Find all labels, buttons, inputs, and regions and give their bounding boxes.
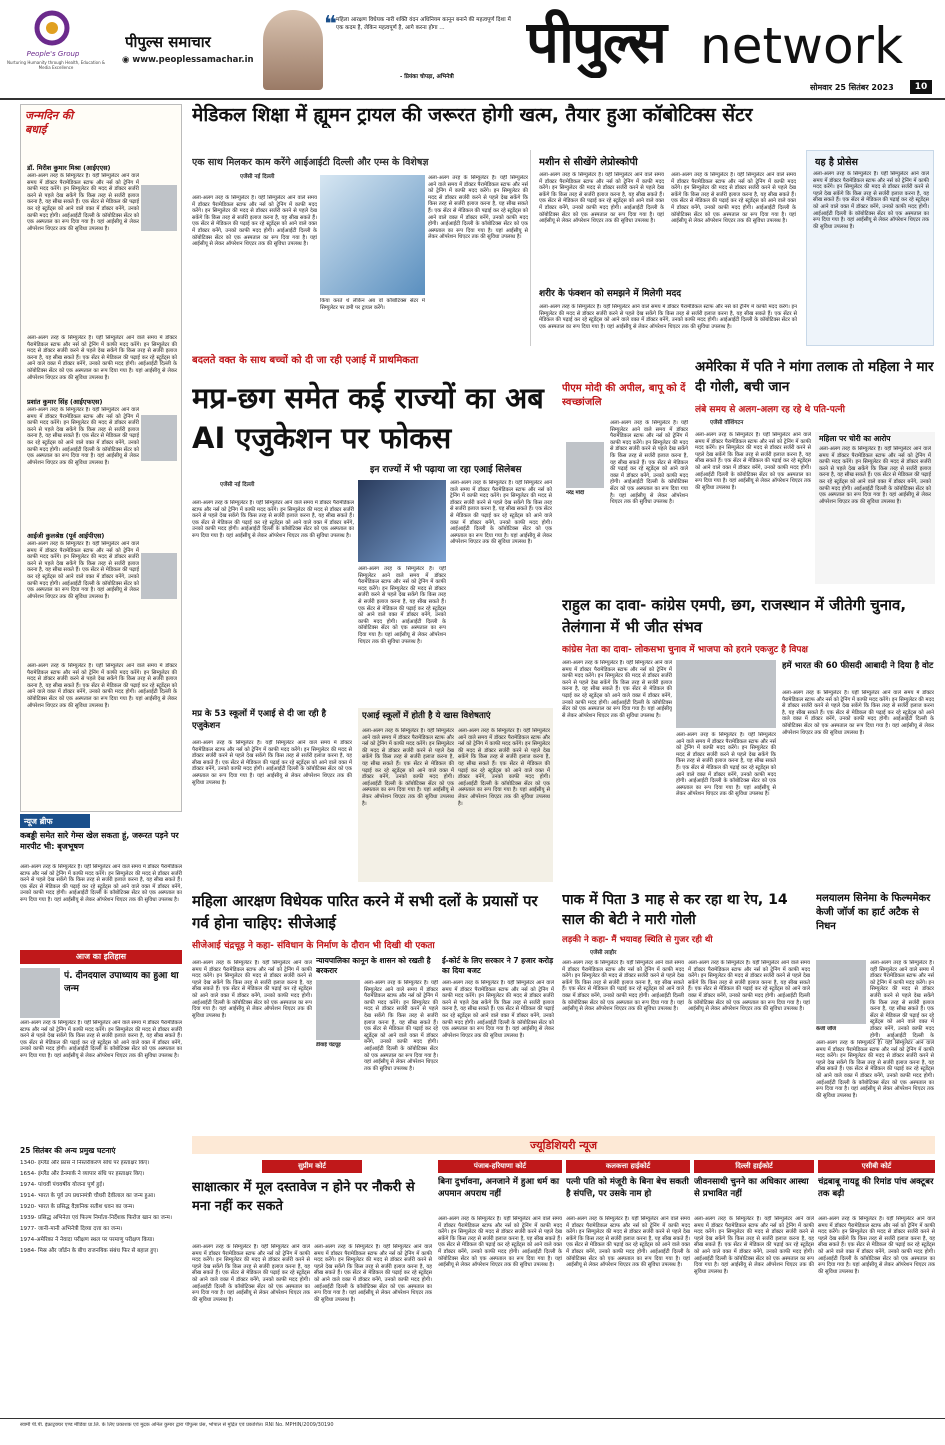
process-text: अला-अलग तरह के सिम्युलेटर हैं। यहीं सिम्युलेटर आने वाले समय में डॉक्टर पैरामेडिकल स्टाफ और नर्स को ट्रेनिंग में काफी मदद करेंगे। इन सिम्युलेटर की मदद से डॉक्टर सर्जरी करने से पहले देख सकेंगे कि किस तरह से सर्जरी इलाज करना है, यह सीख सकते हैं। एक सेंटर से मेडिकल की पढ़ाई कर रहे स्टूडेंट्स को आने वाले वक्त में डॉक्टर बनेंगे, उनको काफी मदद होगी। आईआईटी दिल्ली के कॉबोटिक्स सेंटर को एक अस्पताल का रूप दिया गया है। यहां आईसीयू से लेकर ऑपरेशन थिएटर तक की सुविधा उपलब्ध है। xyxy=(813,171,929,230)
group-tagline: Nurturing Humanity through Health, Education & Media Excellence xyxy=(6,60,106,70)
rahul-side-title: हमें भारत की 60 फीसदी आबादी ने दिया है वोट xyxy=(782,661,934,671)
history-title: पं. दीनदयाल उपाध्याय का हुआ था जन्म xyxy=(64,971,179,994)
ai-photo xyxy=(358,480,446,562)
actress-photo xyxy=(263,10,323,90)
cji-text-1: अला-अलग तरह के सिम्युलेटर हैं। यहीं सिम्युलेटर आने वाले समय में डॉक्टर पैरामेडिकल स्टाफ और नर्स को ट्रेनिंग में काफी मदद करेंगे। इन सिम्युलेटर की मदद से डॉक्टर सर्जरी करने से पहले देख सकेंगे कि किस तरह से सर्जरी इलाज करना है, यह सीख सकते हैं। एक सेंटर से मेडिकल की पढ़ाई कर रहे स्टूडेंट्स को आने वाले वक्त में डॉक्टर बनेंगे, उनको काफी मदद होगी। आईआईटी दिल्ली के कॉबोटिक्स सेंटर को एक अस्पताल का रूप दिया गया है। यहां आईसीयू से लेकर ऑपरेशन थिएटर तक की सुविधा उपलब्ध है। xyxy=(192,960,312,1019)
cji-caption: डीवाई चंद्रचूड़ xyxy=(316,1042,341,1048)
ai-text-3: अला-अलग तरह के सिम्युलेटर हैं। यहीं सिम्युलेटर आने वाले समय में डॉक्टर पैरामेडिकल स्टाफ और नर्स को ट्रेनिंग में काफी मदद करेंगे। इन सिम्युलेटर की मदद से डॉक्टर सर्जरी करने से पहले देख सकेंगे कि किस तरह से सर्जरी इलाज करना है, यह सीख सकते हैं। एक सेंटर से मेडिकल की पढ़ाई कर रहे स्टूडेंट्स को आने वाले वक्त में डॉक्टर बनेंगे, उनको काफी मदद होगी। आईआईटी दिल्ली के कॉबोटिक्स सेंटर को एक अस्पताल का रूप दिया गया है। यहां आईसीयू से लेकर ऑपरेशन थिएटर तक की सुविधा उपलब्ध है। xyxy=(450,480,552,546)
malayalam-text: अला-अलग तरह के सिम्युलेटर हैं। यहीं सिम्युलेटर आने वाले समय में डॉक्टर पैरामेडिकल स्टाफ और नर्स को ट्रेनिंग में काफी मदद करेंगे। इन सिम्युलेटर की मदद से डॉक्टर सर्जरी करने से पहले देख सकेंगे कि किस तरह से सर्जरी इलाज करना है, यह सीख सकते हैं। एक सेंटर से मेडिकल की पढ़ाई कर रहे स्टूडेंट्स को आने वाले वक्त में डॉक्टर बनेंगे, उनको काफी मदद होगी। आईआईटी दिल्ली के xyxy=(870,960,934,1039)
birthday-text-3b: अला-अलग तरह के सिम्युलेटर हैं। यहीं सिम्युलेटर आने वाले समय में डॉक्टर पैरामेडिकल स्टाफ और नर्स को ट्रेनिंग में काफी मदद करेंगे। इन सिम्युलेटर की मदद से डॉक्टर सर्जरी करने से पहले देख सकेंगे कि किस तरह से सर्जरी इलाज करना है, यह सीख सकते हैं। एक सेंटर से मेडिकल की पढ़ाई कर रहे स्टूडेंट्स को आने वाले वक्त में डॉक्टर बनेंगे, उनको काफी मदद होगी। आईआईटी दिल्ली के कॉबोटिक्स सेंटर को एक अस्पताल का रूप दिया गया है। यहां आईसीयू से लेकर ऑपरेशन थिएटर तक की सुविधा उपलब्ध है। xyxy=(27,663,177,709)
history-photo xyxy=(20,968,60,1018)
america-subhead: लंबे समय से अलग-अलग रह रहे थे पति-पत्नी xyxy=(695,405,845,415)
lead-byline: एजेंसी नई दिल्ली xyxy=(240,174,275,180)
judiciary-col-4 xyxy=(694,1160,814,1410)
ai-features-text-1: अला-अलग तरह के सिम्युलेटर हैं। यहीं सिम्युलेटर आने वाले समय में डॉक्टर पैरामेडिकल स्टाफ और नर्स को ट्रेनिंग में काफी मदद करेंगे। इन सिम्युलेटर की मदद से डॉक्टर सर्जरी करने से पहले देख सकेंगे कि किस तरह से सर्जरी इलाज करना है, यह सीख सकते हैं। एक सेंटर से मेडिकल की पढ़ाई कर रहे स्टूडेंट्स को आने वाले वक्त में डॉक्टर बनेंगे, उनको काफी मदद होगी। आईआईटी दिल्ली के कॉबोटिक्स सेंटर को एक अस्पताल का रूप दिया गया है। यहां आईसीयू से लेकर ऑपरेशन थिएटर तक की सुविधा उपलब्ध है। xyxy=(362,728,454,807)
modi-caption: नरेंद्र मोदी xyxy=(566,490,585,496)
lead-caption: किया करते थे लेकिन अब वो कॉबोटिक्स सेंटर में सिम्युलेटर पर डमी पर ट्रायल करेंगे। xyxy=(320,298,425,311)
modi-headline: पीएम मोदी की अपील, बापू को दें स्वच्छांजलि xyxy=(562,383,686,408)
malayalam-text-2: अला-अलग तरह के सिम्युलेटर हैं। यहीं सिम्युलेटर आने वाले समय में डॉक्टर पैरामेडिकल स्टाफ और नर्स को ट्रेनिंग में काफी मदद करेंगे। इन सिम्युलेटर की मदद से डॉक्टर सर्जरी करने से पहले देख सकेंगे कि किस तरह से सर्जरी इलाज करना है, यह सीख सकते हैं। एक सेंटर से मेडिकल की पढ़ाई कर रहे स्टूडेंट्स को आने वाले वक्त में डॉक्टर बनेंगे, उनको काफी मदद होगी। आईआईटी दिल्ली के कॉबोटिक्स सेंटर को एक अस्पताल का रूप दिया गया है। यहां आईसीयू से लेकर ऑपरेशन थिएटर तक की सुविधा उपलब्ध है। xyxy=(816,1040,934,1099)
cji-text-3: अला-अलग तरह के सिम्युलेटर हैं। यहीं सिम्युलेटर आने वाले समय में डॉक्टर पैरामेडिकल स्टाफ और नर्स को ट्रेनिंग में काफी मदद करेंगे। इन सिम्युलेटर की मदद से डॉक्टर सर्जरी करने से पहले देख सकेंगे कि किस तरह से सर्जरी इलाज करना है, यह सीख सकते हैं। एक सेंटर से मेडिकल की पढ़ाई कर रहे स्टूडेंट्स को आने वाले वक्त में डॉक्टर बनेंगे, उनको काफी मदद होगी। आईआईटी दिल्ली के कॉबोटिक्स सेंटर को एक अस्पताल का रूप दिया गया है। यहां आईसीयू से लेकर ऑपरेशन थिएटर तक की सुविधा उपलब्ध है। xyxy=(442,980,554,1039)
ai-features-text-2: अला-अलग तरह के सिम्युलेटर हैं। यहीं सिम्युलेटर आने वाले समय में डॉक्टर पैरामेडिकल स्टाफ और नर्स को ट्रेनिंग में काफी मदद करेंगे। इन सिम्युलेटर की मदद से डॉक्टर सर्जरी करने से पहले देख सकेंगे कि किस तरह से सर्जरी इलाज करना है, यह सीख सकते हैं। एक सेंटर से मेडिकल की पढ़ाई कर रहे स्टूडेंट्स को आने वाले वक्त में डॉक्टर बनेंगे, उनको काफी मदद होगी। आईआईटी दिल्ली के कॉबोटिक्स सेंटर को एक अस्पताल का रूप दिया गया है। यहां आईसीयू से लेकर ऑपरेशन थिएटर तक की सुविधा उपलब्ध है। xyxy=(458,728,550,807)
birthday-photo-1 xyxy=(141,185,177,231)
judiciary-col-5 xyxy=(818,1160,935,1410)
judiciary-title-1: साक्षात्कार में मूल दस्तावेज न होने पर नौकरी से मना नहीं कर सकते xyxy=(192,1180,415,1214)
lead-photo xyxy=(320,175,425,295)
ai-text-2: अला-अलग तरह के सिम्युलेटर हैं। यहीं सिम्युलेटर आने वाले समय में डॉक्टर पैरामेडिकल स्टाफ और नर्स को ट्रेनिंग में काफी मदद करेंगे। इन सिम्युलेटर की मदद से डॉक्टर सर्जरी करने से पहले देख सकेंगे कि किस तरह से सर्जरी इलाज करना है, यह सीख सकते हैं। एक सेंटर से मेडिकल की पढ़ाई कर रहे स्टूडेंट्स को आने वाले वक्त में डॉक्टर बनेंगे, उनको काफी मदद होगी। आईआईटी दिल्ली के कॉबोटिक्स सेंटर को एक अस्पताल का रूप दिया गया है। यहां आईसीयू से लेकर ऑपरेशन थिएटर तक की सुविधा उपलब्ध है। xyxy=(358,566,446,645)
history-events-list xyxy=(20,1160,182,1380)
america-side-text: अला-अलग तरह के सिम्युलेटर हैं। यहीं सिम्युलेटर आने वाले समय में डॉक्टर पैरामेडिकल स्टाफ और नर्स को ट्रेनिंग में काफी मदद करेंगे। इन सिम्युलेटर की मदद से डॉक्टर सर्जरी करने से पहले देख सकेंगे कि किस तरह से सर्जरी इलाज करना है, यह सीख सकते हैं। एक सेंटर से मेडिकल की पढ़ाई कर रहे स्टूडेंट्स को आने वाले वक्त में डॉक्टर बनेंगे, उनको काफी मदद होगी। आईआईटी दिल्ली के कॉबोटिक्स सेंटर को एक अस्पताल का रूप दिया गया है। यहां आईसीयू से लेकर ऑपरेशन थिएटर तक की सुविधा उपलब्ध है। xyxy=(819,446,931,505)
masthead xyxy=(0,0,945,98)
america-headline: अमेरिका में पति ने मांगा तलाक तो महिला ने मार दी गोली, बची जान xyxy=(695,359,934,395)
lepro-box xyxy=(530,150,800,346)
history-text: अला-अलग तरह के सिम्युलेटर हैं। यहीं सिम्युलेटर आने वाले समय में डॉक्टर पैरामेडिकल स्टाफ और नर्स को ट्रेनिंग में काफी मदद करेंगे। इन सिम्युलेटर की मदद से डॉक्टर सर्जरी करने से पहले देख सकेंगे कि किस तरह से सर्जरी इलाज करना है, यह सीख सकते हैं। एक सेंटर से मेडिकल की पढ़ाई कर रहे स्टूडेंट्स को आने वाले वक्त में डॉक्टर बनेंगे, उनको काफी मदद होगी। आईआईटी दिल्ली के कॉबोटिक्स सेंटर को एक अस्पताल का रूप दिया गया है। यहां आईसीयू से लेकर ऑपरेशन थिएटर तक की सुविधा उपलब्ध है। xyxy=(20,1020,182,1059)
judiciary-text-1a: अला-अलग तरह के सिम्युलेटर हैं। यहीं सिम्युलेटर आने वाले समय में डॉक्टर पैरामेडिकल स्टाफ और नर्स को ट्रेनिंग में काफी मदद करेंगे। इन सिम्युलेटर की मदद से डॉक्टर सर्जरी करने से पहले देख सकेंगे कि किस तरह से सर्जरी इलाज करना है, यह सीख सकते हैं। एक सेंटर से मेडिकल की पढ़ाई कर रहे स्टूडेंट्स को आने वाले वक्त में डॉक्टर बनेंगे, उनको काफी मदद होगी। आईआईटी दिल्ली के कॉबोटिक्स सेंटर को एक अस्पताल का रूप दिया गया है। यहां आईसीयू से लेकर ऑपरेशन थिएटर तक की सुविधा उपलब्ध है। xyxy=(192,1244,310,1303)
history-event: 1654- इंग्लैंड और डेनमार्क ने व्यापार संधि पर हस्ताक्षर किए। xyxy=(20,1171,145,1177)
cji-col-head-1: न्यायपालिका कानून के शासन को रखती है बरकरार xyxy=(316,956,431,975)
birthday-box xyxy=(20,104,182,812)
history-event: 1920- भारत के प्रसिद्ध वैज्ञानिक सतीश धवन का जन्म। xyxy=(20,1204,135,1210)
history-event: 1974-अमेरिका ने नेवादा परीक्षण स्थल पर परमाणु परीक्षण किया। xyxy=(20,1237,155,1243)
judiciary-label-3: कलकत्ता हाईकोर्ट xyxy=(566,1160,690,1173)
brief-text: अला-अलग तरह के सिम्युलेटर हैं। यहीं सिम्युलेटर आने वाले समय में डॉक्टर पैरामेडिकल स्टाफ और नर्स को ट्रेनिंग में काफी मदद करेंगे। इन सिम्युलेटर की मदद से डॉक्टर सर्जरी करने से पहले देख सकेंगे कि किस तरह से सर्जरी इलाज करना है, यह सीख सकते हैं। एक सेंटर से मेडिकल की पढ़ाई कर रहे स्टूडेंट्स को आने वाले वक्त में डॉक्टर बनेंगे, उनको काफी मदद होगी। आईआईटी दिल्ली के कॉबोटिक्स सेंटर को एक अस्पताल का रूप दिया गया है। यहां आईसीयू से लेकर ऑपरेशन थिएटर तक की सुविधा उपलब्ध है। xyxy=(20,864,182,903)
rahul-side-text: अला-अलग तरह के सिम्युलेटर हैं। यहीं सिम्युलेटर आने वाले समय में डॉक्टर पैरामेडिकल स्टाफ और नर्स को ट्रेनिंग में काफी मदद करेंगे। इन सिम्युलेटर की मदद से डॉक्टर सर्जरी करने से पहले देख सकेंगे कि किस तरह से सर्जरी इलाज करना है, यह सीख सकते हैं। एक सेंटर से मेडिकल की पढ़ाई कर रहे स्टूडेंट्स को आने वाले वक्त में डॉक्टर बनेंगे, उनको काफी मदद होगी। आईआईटी दिल्ली के कॉबोटिक्स सेंटर को एक अस्पताल का रूप दिया गया है। यहां आईसीयू से लेकर ऑपरेशन थिएटर तक की सुविधा उपलब्ध है। xyxy=(782,690,934,736)
cji-headline: महिला आरक्षण विधेयक पारित करने में सभी दलों के प्रयासों पर गर्व होना चाहिए: सीजेआई xyxy=(192,892,538,932)
lepro-text-1: अला-अलग तरह के सिम्युलेटर हैं। यहीं सिम्युलेटर आने वाले समय में डॉक्टर पैरामेडिकल स्टाफ और नर्स को ट्रेनिंग में काफी मदद करेंगे। इन सिम्युलेटर की मदद से डॉक्टर सर्जरी करने से पहले देख सकेंगे कि किस तरह से सर्जरी इलाज करना है, यह सीख सकते हैं। एक सेंटर से मेडिकल की पढ़ाई कर रहे स्टूडेंट्स को आने वाले वक्त में डॉक्टर बनेंगे, उनको काफी मदद होगी। आईआईटी दिल्ली के कॉबोटिक्स सेंटर को एक अस्पताल का रूप दिया गया है। यहां आईसीयू से लेकर ऑपरेशन थिएटर तक की सुविधा उपलब्ध है। xyxy=(539,172,664,225)
judiciary-text-1b: अला-अलग तरह के सिम्युलेटर हैं। यहीं सिम्युलेटर आने वाले समय में डॉक्टर पैरामेडिकल स्टाफ और नर्स को ट्रेनिंग में काफी मदद करेंगे। इन सिम्युलेटर की मदद से डॉक्टर सर्जरी करने से पहले देख सकेंगे कि किस तरह से सर्जरी इलाज करना है, यह सीख सकते हैं। एक सेंटर से मेडिकल की पढ़ाई कर रहे स्टूडेंट्स को आने वाले वक्त में डॉक्टर बनेंगे, उनको काफी मदद होगी। आईआईटी दिल्ली के कॉबोटिक्स सेंटर को एक अस्पताल का रूप दिया गया है। यहां आईसीयू से लेकर ऑपरेशन थिएटर तक की सुविधा उपलब्ध है। xyxy=(314,1244,432,1303)
ai-byline: एजेंसी नई दिल्ली xyxy=(220,482,255,488)
lead-headline: मेडिकल शिक्षा में ह्यूमन ट्रायल की जरूरत होगी खत्म, तैयार हुआ कॉबोटिक्स सेंटर xyxy=(192,104,753,126)
cji-col-head-2: ई-कोर्ट के लिए सरकार ने 7 हजार करोड़ का दिया बजट xyxy=(442,956,554,975)
lepro-text-3: अला-अलग तरह के सिम्युलेटर हैं। यहीं सिम्युलेटर आने वाले समय में डॉक्टर पैरामेडिकल स्टाफ और नर्स को ट्रेनिंग में काफी मदद करेंगे। इन सिम्युलेटर की मदद से डॉक्टर सर्जरी करने से पहले देख सकेंगे कि किस तरह से सर्जरी इलाज करना है, यह सीख सकते हैं। एक सेंटर से मेडिकल की पढ़ाई कर रहे स्टूडेंट्स को आने वाले वक्त में डॉक्टर बनेंगे, उनको काफी मदद होगी। आईआईटी दिल्ली के कॉबोटिक्स सेंटर को एक अस्पताल का रूप दिया गया है। यहां आईसीयू से लेकर ऑपरेशन थिएटर तक की सुविधा उपलब्ध है। xyxy=(539,304,797,330)
pak-byline: एजेंसी लाहौर xyxy=(590,950,617,956)
website-url[interactable] xyxy=(122,55,272,65)
brand-english: network xyxy=(700,17,904,75)
footer-rule xyxy=(0,1418,945,1419)
history-box xyxy=(20,950,182,1380)
lepro-text-2: अला-अलग तरह के सिम्युलेटर हैं। यहीं सिम्युलेटर आने वाले समय में डॉक्टर पैरामेडिकल स्टाफ और नर्स को ट्रेनिंग में काफी मदद करेंगे। इन सिम्युलेटर की मदद से डॉक्टर सर्जरी करने से पहले देख सकेंगे कि किस तरह से सर्जरी इलाज करना है, यह सीख सकते हैं। एक सेंटर से मेडिकल की पढ़ाई कर रहे स्टूडेंट्स को आने वाले वक्त में डॉक्टर बनेंगे, उनको काफी मदद होगी। आईआईटी दिल्ली के कॉबोटिक्स सेंटर को एक अस्पताल का रूप दिया गया है। यहां आईसीयू से लेकर ऑपरेशन थिएटर तक की सुविधा उपलब्ध है। xyxy=(671,172,796,225)
history-label: आज का इतिहास xyxy=(20,950,182,964)
quote-author: - प्रियंका चोपड़ा, अभिनेत्री xyxy=(400,74,454,80)
birthday-text-1: अला-अलग तरह के सिम्युलेटर हैं। यहीं सिम्युलेटर आने वाले समय में डॉक्टर पैरामेडिकल स्टाफ और नर्स को ट्रेनिंग में काफी मदद करेंगे। इन सिम्युलेटर की मदद से डॉक्टर सर्जरी करने से पहले देख सकेंगे कि किस तरह से सर्जरी इलाज करना है, यह सीख सकते हैं। एक सेंटर से मेडिकल की पढ़ाई कर रहे स्टूडेंट्स को आने वाले वक्त में डॉक्टर बनेंगे, उनको काफी मदद होगी। आईआईटी दिल्ली के कॉबोटिक्स सेंटर को एक अस्पताल का रूप दिया गया है। यहां आईसीयू से लेकर ऑपरेशन थिएटर तक की सुविधा उपलब्ध है। xyxy=(27,173,139,232)
group-name: People's Group xyxy=(26,50,80,58)
judiciary-text-2: अला-अलग तरह के सिम्युलेटर हैं। यहीं सिम्युलेटर आने वाले समय में डॉक्टर पैरामेडिकल स्टाफ और नर्स को ट्रेनिंग में काफी मदद करेंगे। इन सिम्युलेटर की मदद से डॉक्टर सर्जरी करने से पहले देख सकेंगे कि किस तरह से सर्जरी इलाज करना है, यह सीख सकते हैं। एक सेंटर से मेडिकल की पढ़ाई कर रहे स्टूडेंट्स को आने वाले वक्त में डॉक्टर बनेंगे, उनको काफी मदद होगी। आईआईटी दिल्ली के कॉबोटिक्स सेंटर को एक अस्पताल का रूप दिया गया है। यहां आईसीयू से लेकर ऑपरेशन थिएटर तक की सुविधा उपलब्ध है। xyxy=(438,1216,562,1269)
birthday-person-2: प्रशांत कुमार सिंह (आईएफएस) xyxy=(27,398,103,406)
birthday-text-3: अला-अलग तरह के सिम्युलेटर हैं। यहीं सिम्युलेटर आने वाले समय में डॉक्टर पैरामेडिकल स्टाफ और नर्स को ट्रेनिंग में काफी मदद करेंगे। इन सिम्युलेटर की मदद से डॉक्टर सर्जरी करने से पहले देख सकेंगे कि किस तरह से सर्जरी इलाज करना है, यह सीख सकते हैं। एक सेंटर से मेडिकल की पढ़ाई कर रहे स्टूडेंट्स को आने वाले वक्त में डॉक्टर बनेंगे, उनको काफी मदद होगी। आईआईटी दिल्ली के कॉबोटिक्स सेंटर को एक अस्पताल का रूप दिया गया है। यहां आईसीयू से लेकर ऑपरेशन थिएटर तक की सुविधा उपलब्ध है। xyxy=(27,541,139,600)
group-logo-icon xyxy=(32,8,72,48)
judiciary-title-3: पत्नी पति को मंजूरी के बिना बेच सकती है संपत्ति, पर उसके नाम हो xyxy=(566,1177,689,1199)
birthday-text-1b: अला-अलग तरह के सिम्युलेटर हैं। यहीं सिम्युलेटर आने वाले समय में डॉक्टर पैरामेडिकल स्टाफ और नर्स को ट्रेनिंग में काफी मदद करेंगे। इन सिम्युलेटर की मदद से डॉक्टर सर्जरी करने से पहले देख सकेंगे कि किस तरह से सर्जरी इलाज करना है, यह सीख सकते हैं। एक सेंटर से मेडिकल की पढ़ाई कर रहे स्टूडेंट्स को आने वाले वक्त में डॉक्टर बनेंगे, उनको काफी मदद होगी। आईआईटी दिल्ली के कॉबोटिक्स सेंटर को एक अस्पताल का रूप दिया गया है। यहां आईसीयू से लेकर ऑपरेशन थिएटर तक की सुविधा उपलब्ध है। xyxy=(27,335,177,381)
judiciary-col-1 xyxy=(192,1160,432,1410)
history-event: 1340- इंग्लैंड और फ्रांस ने निस्तरीकरण संधि पर हस्ताक्षर किए। xyxy=(20,1160,150,1166)
judiciary-col-3 xyxy=(566,1160,690,1410)
birthday-person-1: डॉ. मिरीश कुमार मिश्रा (आईएएस) xyxy=(27,164,111,172)
lead-text-1: अला-अलग तरह के सिम्युलेटर हैं। यहीं सिम्युलेटर आने वाले समय में डॉक्टर पैरामेडिकल स्टाफ और नर्स को ट्रेनिंग में काफी मदद करेंगे। इन सिम्युलेटर की मदद से डॉक्टर सर्जरी करने से पहले देख सकेंगे कि किस तरह से सर्जरी इलाज करना है, यह सीख सकते हैं। एक सेंटर से मेडिकल की पढ़ाई कर रहे स्टूडेंट्स को आने वाले वक्त में डॉक्टर बनेंगे, उनको काफी मदद होगी। आईआईटी दिल्ली के कॉबोटिक्स सेंटर को एक अस्पताल का रूप दिया गया है। यहां आईसीयू से लेकर ऑपरेशन थिएटर तक की सुविधा उपलब्ध है। xyxy=(192,195,317,248)
brand-hindi: पीपुल्स xyxy=(526,8,665,76)
judiciary-text-4: अला-अलग तरह के सिम्युलेटर हैं। यहीं सिम्युलेटर आने वाले समय में डॉक्टर पैरामेडिकल स्टाफ और नर्स को ट्रेनिंग में काफी मदद करेंगे। इन सिम्युलेटर की मदद से डॉक्टर सर्जरी करने से पहले देख सकेंगे कि किस तरह से सर्जरी इलाज करना है, यह सीख सकते हैं। एक सेंटर से मेडिकल की पढ़ाई कर रहे स्टूडेंट्स को आने वाले वक्त में डॉक्टर बनेंगे, उनको काफी मदद होगी। आईआईटी दिल्ली के कॉबोटिक्स सेंटर को एक अस्पताल का रूप दिया गया है। यहां आईसीयू से लेकर ऑपरेशन थिएटर तक की सुविधा उपलब्ध है। xyxy=(694,1216,814,1275)
pak-text-1: अला-अलग तरह के सिम्युलेटर हैं। यहीं सिम्युलेटर आने वाले समय में डॉक्टर पैरामेडिकल स्टाफ और नर्स को ट्रेनिंग में काफी मदद करेंगे। इन सिम्युलेटर की मदद से डॉक्टर सर्जरी करने से पहले देख सकेंगे कि किस तरह से सर्जरी इलाज करना है, यह सीख सकते हैं। एक सेंटर से मेडिकल की पढ़ाई कर रहे स्टूडेंट्स को आने वाले वक्त में डॉक्टर बनेंगे, उनको काफी मदद होगी। आईआईटी दिल्ली के कॉबोटिक्स सेंटर को एक अस्पताल का रूप दिया गया है। यहां आईसीयू से लेकर ऑपरेशन थिएटर तक की सुविधा उपलब्ध है। xyxy=(562,960,684,1013)
judiciary-title-5: चंद्रबाबू नायडू की रिमांड पांच अक्टूबर तक बढ़ी xyxy=(818,1177,934,1199)
rahul-headline: राहुल का दावा- कांग्रेस एमपी, छग, राजस्थान में जीतेगी चुनाव, तेलंगाना में भी जीत संभव xyxy=(562,596,907,636)
history-event: 1914- भारत के पूर्व उप प्रधानमंत्री चौधरी देवीलाल का जन्म हुआ। xyxy=(20,1193,156,1199)
ai-features-box xyxy=(358,708,553,882)
birthday-photo-3 xyxy=(141,553,177,599)
history-event: 1974- पांचवीं पंचवर्षीय योजना पूर्ण हुई। xyxy=(20,1182,105,1188)
judiciary-col-2 xyxy=(438,1160,562,1410)
america-byline: एजेंसी वॉशिंगटन xyxy=(710,420,744,426)
rahul-text-1: अला-अलग तरह के सिम्युलेटर हैं। यहीं सिम्युलेटर आने वाले समय में डॉक्टर पैरामेडिकल स्टाफ और नर्स को ट्रेनिंग में काफी मदद करेंगे। इन सिम्युलेटर की मदद से डॉक्टर सर्जरी करने से पहले देख सकेंगे कि किस तरह से सर्जरी इलाज करना है, यह सीख सकते हैं। एक सेंटर से मेडिकल की पढ़ाई कर रहे स्टूडेंट्स को आने वाले वक्त में डॉक्टर बनेंगे, उनको काफी मदद होगी। आईआईटी दिल्ली के कॉबोटिक्स सेंटर को एक अस्पताल का रूप दिया गया है। यहां आईसीयू से लेकर ऑपरेशन थिएटर तक की सुविधा उपलब्ध है। xyxy=(562,660,672,719)
malayalam-caption: केजी जॉर्ज xyxy=(816,1026,837,1032)
judiciary-label-5: एसीबी कोर्ट xyxy=(818,1160,935,1173)
ai-headline: मप्र-छग समेत कई राज्यों का अब AI एजुकेशन पर फोकस xyxy=(192,381,544,455)
judiciary-title: ज्यूडिशियरी न्यूज xyxy=(529,1139,598,1152)
news-brief xyxy=(20,814,182,944)
group-logo xyxy=(32,8,72,48)
history-events-title: 25 सितंबर की अन्य प्रमुख घटनाएं xyxy=(20,1146,116,1155)
process-box xyxy=(806,150,934,346)
ai-mp-head: मप्र के 53 स्कूलों में एआई से दी जा रही है एजुकेशन xyxy=(192,709,326,731)
history-event: 1939- प्रसिद्ध अभिनेता एवं फिल्म निर्माता-निर्देशक फिरोज खान का जन्म। xyxy=(20,1215,173,1221)
birthday-person-3: आईजी कुलश्रेष्ठ (पूर्व आईपीएस) xyxy=(27,532,105,540)
brief-label: न्यूज ब्रीफ xyxy=(20,814,90,828)
cji-photo xyxy=(316,980,360,1040)
birthday-title: जन्मदिन की बधाई xyxy=(25,109,74,136)
lead-subhead: एक साथ मिलकर काम करेंगे आईआईटी दिल्ली और एम्स के विशेषज्ञ xyxy=(192,157,429,168)
birthday-text-2: अला-अलग तरह के सिम्युलेटर हैं। यहीं सिम्युलेटर आने वाले समय में डॉक्टर पैरामेडिकल स्टाफ और नर्स को ट्रेनिंग में काफी मदद करेंगे। इन सिम्युलेटर की मदद से डॉक्टर सर्जरी करने से पहले देख सकेंगे कि किस तरह से सर्जरी इलाज करना है, यह सीख सकते हैं। एक सेंटर से मेडिकल की पढ़ाई कर रहे स्टूडेंट्स को आने वाले वक्त में डॉक्टर बनेंगे, उनको काफी मदद होगी। आईआईटी दिल्ली के कॉबोटिक्स सेंटर को एक अस्पताल का रूप दिया गया है। यहां आईसीयू से लेकर ऑपरेशन थिएटर तक की सुविधा उपलब्ध है। xyxy=(27,407,139,466)
america-side-title: महिला पर चोरी का आरोप xyxy=(819,434,891,443)
url-text: www.peoplessamachar.in xyxy=(132,55,254,65)
ai-features-title: एआई स्कूलों में होती है ये खास विशेषताएं xyxy=(362,711,491,721)
lepro-subhead: शरीर के फंक्शन को समझने में मिलेगी मदद xyxy=(539,289,682,299)
lead-text-2: अला-अलग तरह के सिम्युलेटर हैं। यहीं सिम्युलेटर आने वाले समय में डॉक्टर पैरामेडिकल स्टाफ और नर्स को ट्रेनिंग में काफी मदद करेंगे। इन सिम्युलेटर की मदद से डॉक्टर सर्जरी करने से पहले देख सकेंगे कि किस तरह से सर्जरी इलाज करना है, यह सीख सकते हैं। एक सेंटर से मेडिकल की पढ़ाई कर रहे स्टूडेंट्स को आने वाले वक्त में डॉक्टर बनेंगे, उनको काफी मदद होगी। आईआईटी दिल्ली के कॉबोटिक्स सेंटर को एक अस्पताल का रूप दिया गया है। यहां आईसीयू से लेकर ऑपरेशन थिएटर तक की सुविधा उपलब्ध है। xyxy=(428,175,528,241)
masthead-rule xyxy=(0,98,945,100)
paper-name: पीपुल्स समाचार xyxy=(125,33,211,51)
process-title: यह है प्रोसेस xyxy=(815,157,858,168)
cji-text-2: अला-अलग तरह के सिम्युलेटर हैं। यहीं सिम्युलेटर आने वाले समय में डॉक्टर पैरामेडिकल स्टाफ और नर्स को ट्रेनिंग में काफी मदद करेंगे। इन सिम्युलेटर की मदद से डॉक्टर सर्जरी करने से पहले देख सकेंगे कि किस तरह से सर्जरी इलाज करना है, यह सीख सकते हैं। एक सेंटर से मेडिकल की पढ़ाई कर रहे स्टूडेंट्स को आने वाले वक्त में डॉक्टर बनेंगे, उनको काफी मदद होगी। आईआईटी दिल्ली के कॉबोटिक्स सेंटर को एक अस्पताल का रूप दिया गया है। यहां आईसीयू से लेकर ऑपरेशन थिएटर तक की सुविधा उपलब्ध है। xyxy=(364,980,438,1072)
judiciary-title-4: जीवनसाथी चुनने का अधिकार आस्था से प्रभावित नहीं xyxy=(694,1177,809,1199)
brief-title: कबड्डी समेत सारे गेम्स खेल सकता हूं, जरूरत पड़ने पर मारपीट भी: बृजभूषण xyxy=(20,831,179,851)
judiciary-label-2: पंजाब-हरियाणा कोर्ट xyxy=(438,1160,562,1173)
pak-subhead: लड़की ने कहा- मैं भयावह स्थिति से गुजर रही थी xyxy=(562,935,713,945)
lepro-title: मशीन से सीखेंगे लेप्रोस्कोपी xyxy=(539,157,638,168)
rahul-photo xyxy=(676,660,776,728)
malayalam-photo xyxy=(816,960,866,1024)
judiciary-title-2: बिना दुर्भावना, अनजाने में हुआ धर्म का अपमान अपराध नहीं xyxy=(438,1177,560,1199)
rahul-text-2: अला-अलग तरह के सिम्युलेटर हैं। यहीं सिम्युलेटर आने वाले समय में डॉक्टर पैरामेडिकल स्टाफ और नर्स को ट्रेनिंग में काफी मदद करेंगे। इन सिम्युलेटर की मदद से डॉक्टर सर्जरी करने से पहले देख सकेंगे कि किस तरह से सर्जरी इलाज करना है, यह सीख सकते हैं। एक सेंटर से मेडिकल की पढ़ाई कर रहे स्टूडेंट्स को आने वाले वक्त में डॉक्टर बनेंगे, उनको काफी मदद होगी। आईआईटी दिल्ली के कॉबोटिक्स सेंटर को एक अस्पताल का रूप दिया गया है। यहां आईसीयू से लेकर ऑपरेशन थिएटर तक की सुविधा उपलब्ध है। xyxy=(676,732,776,798)
history-event: 1977- जानी-मानी अभिनेत्री दिव्या दत्ता का जन्म। xyxy=(20,1226,123,1232)
america-text: अला-अलग तरह के सिम्युलेटर हैं। यहीं सिम्युलेटर आने वाले समय में डॉक्टर पैरामेडिकल स्टाफ और नर्स को ट्रेनिंग में काफी मदद करेंगे। इन सिम्युलेटर की मदद से डॉक्टर सर्जरी करने से पहले देख सकेंगे कि किस तरह से सर्जरी इलाज करना है, यह सीख सकते हैं। एक सेंटर से मेडिकल की पढ़ाई कर रहे स्टूडेंट्स को आने वाले वक्त में डॉक्टर बनेंगे, उनको काफी मदद होगी। आईआईटी दिल्ली के कॉबोटिक्स सेंटर को एक अस्पताल का रूप दिया गया है। यहां आईसीयू से लेकर ऑपरेशन थिएटर तक की सुविधा उपलब्ध है। xyxy=(695,432,811,491)
judiciary-label-1: सुप्रीम कोर्ट xyxy=(262,1160,362,1173)
pak-text-2: अला-अलग तरह के सिम्युलेटर हैं। यहीं सिम्युलेटर आने वाले समय में डॉक्टर पैरामेडिकल स्टाफ और नर्स को ट्रेनिंग में काफी मदद करेंगे। इन सिम्युलेटर की मदद से डॉक्टर सर्जरी करने से पहले देख सकेंगे कि किस तरह से सर्जरी इलाज करना है, यह सीख सकते हैं। एक सेंटर से मेडिकल की पढ़ाई कर रहे स्टूडेंट्स को आने वाले वक्त में डॉक्टर बनेंगे, उनको काफी मदद होगी। आईआईटी दिल्ली के कॉबोटिक्स सेंटर को एक अस्पताल का रूप दिया गया है। यहां आईसीयू से लेकर ऑपरेशन थिएटर तक की सुविधा उपलब्ध है। xyxy=(688,960,810,1013)
judiciary-banner xyxy=(192,1136,935,1154)
history-event: 1984- मिस्र और जॉर्डन के बीच राजनयिक संबंध फिर से बहाल हुए। xyxy=(20,1248,159,1254)
rahul-subhead: कांग्रेस नेता का दावा- लोकसभा चुनाव में भाजपा को हराने एकजुट है विपक्ष xyxy=(562,645,808,655)
pak-headline: पाक में पिता 3 माह से कर रहा था रेप, 14 साल की बेटी ने मारी गोली xyxy=(562,892,788,928)
ai-subhead: इन राज्यों में भी पढ़ाया जा रहा एआई सिलेबस xyxy=(370,465,522,475)
ai-text-4: अला-अलग तरह के सिम्युलेटर हैं। यहीं सिम्युलेटर आने वाले समय में डॉक्टर पैरामेडिकल स्टाफ और नर्स को ट्रेनिंग में काफी मदद करेंगे। इन सिम्युलेटर की मदद से डॉक्टर सर्जरी करने से पहले देख सकेंगे कि किस तरह से सर्जरी इलाज करना है, यह सीख सकते हैं। एक सेंटर से मेडिकल की पढ़ाई कर रहे स्टूडेंट्स को आने वाले वक्त में डॉक्टर बनेंगे, उनको काफी मदद होगी। आईआईटी दिल्ली के कॉबोटिक्स सेंटर को एक अस्पताल का रूप दिया गया है। यहां आईसीयू से लेकर ऑपरेशन थिएटर तक की सुविधा उपलब्ध है। xyxy=(192,740,352,786)
malayalam-headline: मलयालम सिनेमा के फिल्ममेकर केजी जॉर्ज का हार्ट अटैक से निधन xyxy=(816,893,931,932)
imprint: स्वामी पी.पी. इंफ्राट्रक्चर एण्ड मीडिया प्रा.लि. के लिए प्रकाशक एवं मुद्रक अनिल कुमार द्वारा पीपुल्स प्रेस, भोपाल से मुद्रित एवं प्रकाशित। RNI No. MPHIN/2009/30190 xyxy=(20,1422,334,1428)
america-side-box xyxy=(815,432,935,584)
judiciary-text-3: अला-अलग तरह के सिम्युलेटर हैं। यहीं सिम्युलेटर आने वाले समय में डॉक्टर पैरामेडिकल स्टाफ और नर्स को ट्रेनिंग में काफी मदद करेंगे। इन सिम्युलेटर की मदद से डॉक्टर सर्जरी करने से पहले देख सकेंगे कि किस तरह से सर्जरी इलाज करना है, यह सीख सकते हैं। एक सेंटर से मेडिकल की पढ़ाई कर रहे स्टूडेंट्स को आने वाले वक्त में डॉक्टर बनेंगे, उनको काफी मदद होगी। आईआईटी दिल्ली के कॉबोटिक्स सेंटर को एक अस्पताल का रूप दिया गया है। यहां आईसीयू से लेकर ऑपरेशन थिएटर तक की सुविधा उपलब्ध है। xyxy=(566,1216,690,1269)
quote-mark-icon: ❝ xyxy=(324,12,337,37)
birthday-photo-2 xyxy=(141,415,177,461)
ai-text-1: अला-अलग तरह के सिम्युलेटर हैं। यहीं सिम्युलेटर आने वाले समय में डॉक्टर पैरामेडिकल स्टाफ और नर्स को ट्रेनिंग में काफी मदद करेंगे। इन सिम्युलेटर की मदद से डॉक्टर सर्जरी करने से पहले देख सकेंगे कि किस तरह से सर्जरी इलाज करना है, यह सीख सकते हैं। एक सेंटर से मेडिकल की पढ़ाई कर रहे स्टूडेंट्स को आने वाले वक्त में डॉक्टर बनेंगे, उनको काफी मदद होगी। आईआईटी दिल्ली के कॉबोटिक्स सेंटर को एक अस्पताल का रूप दिया गया है। यहां आईसीयू से लेकर ऑपरेशन थिएटर तक की सुविधा उपलब्ध है। xyxy=(192,500,354,539)
ai-kicker: बदलते वक्त के साथ बच्चों को दी जा रही एआई में प्राथमिकता xyxy=(192,355,419,366)
quote-text: महिला आरक्षण विधेयक नारी शक्ति वंदन अधिनियम कानून बनाने की महत्वपूर्ण दिशा में एक कदम है, लेकिन महत्वपूर्ण है, आगे करना होगा ... xyxy=(336,17,511,31)
cji-subhead: सीजेआई चंद्रचूड़ ने कहा- संविधान के निर्माण के दौरान भी दिखी थी एकता xyxy=(192,941,435,951)
globe-icon: ◉ xyxy=(122,55,133,65)
modi-text: अला-अलग तरह के सिम्युलेटर हैं। यहीं सिम्युलेटर आने वाले समय में डॉक्टर पैरामेडिकल स्टाफ और नर्स को ट्रेनिंग में काफी मदद करेंगे। इन सिम्युलेटर की मदद से डॉक्टर सर्जरी करने से पहले देख सकेंगे कि किस तरह से सर्जरी इलाज करना है, यह सीख सकते हैं। एक सेंटर से मेडिकल की पढ़ाई कर रहे स्टूडेंट्स को आने वाले वक्त में डॉक्टर बनेंगे, उनको काफी मदद होगी। आईआईटी दिल्ली के कॉबोटिक्स सेंटर को एक अस्पताल का रूप दिया गया है। यहां आईसीयू से लेकर ऑपरेशन थिएटर तक की सुविधा उपलब्ध है। xyxy=(610,420,688,506)
page-number: 10 xyxy=(910,80,932,94)
issue-date: सोमवार 25 सितंबर 2023 xyxy=(810,83,894,92)
judiciary-label-4: दिल्ली हाईकोर्ट xyxy=(694,1160,814,1173)
judiciary-text-5: अला-अलग तरह के सिम्युलेटर हैं। यहीं सिम्युलेटर आने वाले समय में डॉक्टर पैरामेडिकल स्टाफ और नर्स को ट्रेनिंग में काफी मदद करेंगे। इन सिम्युलेटर की मदद से डॉक्टर सर्जरी करने से पहले देख सकेंगे कि किस तरह से सर्जरी इलाज करना है, यह सीख सकते हैं। एक सेंटर से मेडिकल की पढ़ाई कर रहे स्टूडेंट्स को आने वाले वक्त में डॉक्टर बनेंगे, उनको काफी मदद होगी। आईआईटी दिल्ली के कॉबोटिक्स सेंटर को एक अस्पताल का रूप दिया गया है। यहां आईसीयू से लेकर ऑपरेशन थिएटर तक की सुविधा उपलब्ध है। xyxy=(818,1216,935,1275)
